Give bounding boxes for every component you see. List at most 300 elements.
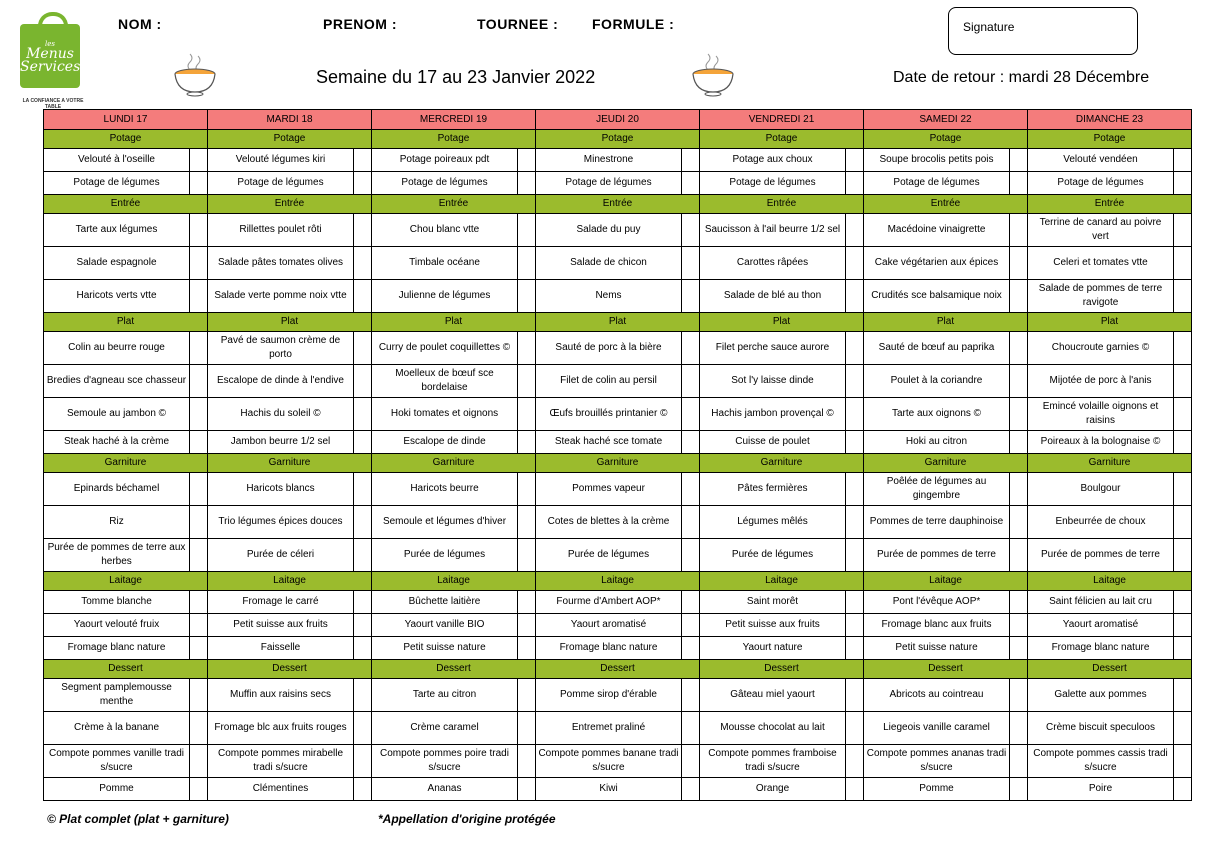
choice-checkbox[interactable] bbox=[1174, 506, 1192, 539]
choice-checkbox[interactable] bbox=[190, 591, 208, 614]
menu-item: Saucisson à l'ail beurre 1/2 sel bbox=[700, 214, 846, 247]
menu-item: Pont l'évêque AOP* bbox=[864, 591, 1010, 614]
menu-item: Pavé de saumon crème de porto bbox=[208, 332, 354, 365]
return-date: Date de retour : mardi 28 Décembre bbox=[893, 69, 1150, 86]
menu-item: Velouté légumes kiri bbox=[208, 149, 354, 172]
choice-checkbox[interactable] bbox=[1010, 745, 1028, 778]
menu-item: Faisselle bbox=[208, 637, 354, 660]
footer-aop: *Appellation d'origine protégée bbox=[378, 812, 556, 826]
choice-checkbox[interactable] bbox=[846, 214, 864, 247]
menu-item: Compote pommes vanille tradi s/sucre bbox=[44, 745, 190, 778]
menu-item: Salade de chicon bbox=[536, 247, 682, 280]
menu-item: Purée de légumes bbox=[536, 539, 682, 572]
choice-checkbox[interactable] bbox=[1174, 679, 1192, 712]
menu-item: Petit suisse nature bbox=[864, 637, 1010, 660]
menu-item: Potage aux choux bbox=[700, 149, 846, 172]
category-header: Garniture bbox=[1028, 454, 1192, 473]
category-header: Potage bbox=[208, 130, 372, 149]
choice-checkbox[interactable] bbox=[354, 214, 372, 247]
choice-checkbox[interactable] bbox=[190, 280, 208, 313]
choice-checkbox[interactable] bbox=[846, 614, 864, 637]
category-header: Dessert bbox=[44, 660, 208, 679]
menu-item: Tarte aux légumes bbox=[44, 214, 190, 247]
day-header: DIMANCHE 23 bbox=[1028, 110, 1192, 130]
choice-checkbox[interactable] bbox=[846, 679, 864, 712]
menu-item: Abricots au cointreau bbox=[864, 679, 1010, 712]
choice-checkbox[interactable] bbox=[682, 591, 700, 614]
choice-checkbox[interactable] bbox=[354, 332, 372, 365]
choice-checkbox[interactable] bbox=[518, 679, 536, 712]
choice-checkbox[interactable] bbox=[190, 332, 208, 365]
prenom-label: PRENOM : bbox=[323, 16, 397, 32]
choice-checkbox[interactable] bbox=[682, 247, 700, 280]
choice-checkbox[interactable] bbox=[1174, 614, 1192, 637]
menu-item: Poulet à la coriandre bbox=[864, 365, 1010, 398]
choice-checkbox[interactable] bbox=[846, 365, 864, 398]
choice-checkbox[interactable] bbox=[354, 712, 372, 745]
soup-bowl-icon bbox=[690, 50, 736, 98]
menu-item: Riz bbox=[44, 506, 190, 539]
choice-checkbox[interactable] bbox=[518, 398, 536, 431]
choice-checkbox[interactable] bbox=[682, 431, 700, 454]
menu-item: Fromage le carré bbox=[208, 591, 354, 614]
choice-checkbox[interactable] bbox=[1174, 172, 1192, 195]
category-header: Laitage bbox=[44, 572, 208, 591]
choice-checkbox[interactable] bbox=[518, 539, 536, 572]
menu-item: Tomme blanche bbox=[44, 591, 190, 614]
menu-item: Clémentines bbox=[208, 778, 354, 801]
menu-row bbox=[44, 745, 1192, 778]
choice-checkbox[interactable] bbox=[846, 712, 864, 745]
category-header: Dessert bbox=[1028, 660, 1192, 679]
menu-item: Soupe brocolis petits pois bbox=[864, 149, 1010, 172]
category-header: Potage bbox=[1028, 130, 1192, 149]
choice-checkbox[interactable] bbox=[1174, 332, 1192, 365]
category-header: Garniture bbox=[372, 454, 536, 473]
category-header: Laitage bbox=[700, 572, 864, 591]
menu-item: Yaourt vanille BIO bbox=[372, 614, 518, 637]
choice-checkbox[interactable] bbox=[682, 473, 700, 506]
menu-row bbox=[44, 778, 1192, 801]
choice-checkbox[interactable] bbox=[190, 172, 208, 195]
menu-item: Orange bbox=[700, 778, 846, 801]
choice-checkbox[interactable] bbox=[1010, 591, 1028, 614]
choice-checkbox[interactable] bbox=[1010, 280, 1028, 313]
choice-checkbox[interactable] bbox=[354, 398, 372, 431]
choice-checkbox[interactable] bbox=[518, 745, 536, 778]
choice-checkbox[interactable] bbox=[846, 431, 864, 454]
choice-checkbox[interactable] bbox=[1010, 431, 1028, 454]
choice-checkbox[interactable] bbox=[1010, 679, 1028, 712]
menu-item: Pâtes fermières bbox=[700, 473, 846, 506]
menu-item: Minestrone bbox=[536, 149, 682, 172]
choice-checkbox[interactable] bbox=[518, 473, 536, 506]
menu-item: Crème caramel bbox=[372, 712, 518, 745]
day-header: MERCREDI 19 bbox=[372, 110, 536, 130]
menu-item: Liegeois vanille caramel bbox=[864, 712, 1010, 745]
choice-checkbox[interactable] bbox=[1174, 280, 1192, 313]
choice-checkbox[interactable] bbox=[1010, 614, 1028, 637]
menu-item: Salade de blé au thon bbox=[700, 280, 846, 313]
choice-checkbox[interactable] bbox=[190, 473, 208, 506]
choice-checkbox[interactable] bbox=[846, 398, 864, 431]
choice-checkbox[interactable] bbox=[682, 679, 700, 712]
menu-item: Salade de pommes de terre ravigote bbox=[1028, 280, 1174, 313]
category-header: Entrée bbox=[1028, 195, 1192, 214]
week-title: Semaine du 17 au 23 Janvier 2022 bbox=[316, 67, 596, 87]
choice-checkbox[interactable] bbox=[1010, 473, 1028, 506]
choice-checkbox[interactable] bbox=[190, 712, 208, 745]
menu-item: Potage de légumes bbox=[44, 172, 190, 195]
menu-row bbox=[44, 679, 1192, 712]
menu-item: Chou blanc vtte bbox=[372, 214, 518, 247]
day-header: VENDREDI 21 bbox=[700, 110, 864, 130]
menu-row bbox=[44, 431, 1192, 454]
menu-item: Crème biscuit speculoos bbox=[1028, 712, 1174, 745]
menu-row bbox=[44, 280, 1192, 313]
menu-row bbox=[44, 247, 1192, 280]
choice-checkbox[interactable] bbox=[190, 247, 208, 280]
day-header: JEUDI 20 bbox=[536, 110, 700, 130]
menus-services-logo bbox=[16, 12, 84, 110]
category-header: Entrée bbox=[372, 195, 536, 214]
category-header: Entrée bbox=[700, 195, 864, 214]
choice-checkbox[interactable] bbox=[354, 247, 372, 280]
menu-item: Trio légumes épices douces bbox=[208, 506, 354, 539]
menu-item: Steak haché sce tomate bbox=[536, 431, 682, 454]
choice-checkbox[interactable] bbox=[846, 539, 864, 572]
category-header: Plat bbox=[208, 313, 372, 332]
logo-tagline: LA CONFIANCE A VOTRE TABLE bbox=[22, 98, 84, 110]
choice-checkbox[interactable] bbox=[1174, 431, 1192, 454]
choice-checkbox[interactable] bbox=[1174, 398, 1192, 431]
menu-row bbox=[44, 398, 1192, 431]
menu-item: Salade pâtes tomates olives bbox=[208, 247, 354, 280]
choice-checkbox[interactable] bbox=[1174, 473, 1192, 506]
choice-checkbox[interactable] bbox=[1010, 172, 1028, 195]
choice-checkbox[interactable] bbox=[846, 506, 864, 539]
menu-item: Compote pommes poire tradi s/sucre bbox=[372, 745, 518, 778]
choice-checkbox[interactable] bbox=[1174, 745, 1192, 778]
choice-checkbox[interactable] bbox=[846, 172, 864, 195]
menu-item: Fromage blc aux fruits rouges bbox=[208, 712, 354, 745]
choice-checkbox[interactable] bbox=[846, 247, 864, 280]
menu-item: Pommes vapeur bbox=[536, 473, 682, 506]
choice-checkbox[interactable] bbox=[190, 637, 208, 660]
category-header: Plat bbox=[1028, 313, 1192, 332]
menu-row bbox=[44, 712, 1192, 745]
choice-checkbox[interactable] bbox=[1174, 539, 1192, 572]
choice-checkbox[interactable] bbox=[1010, 365, 1028, 398]
choice-checkbox[interactable] bbox=[1010, 539, 1028, 572]
menu-item: Poire bbox=[1028, 778, 1174, 801]
menu-item: Macédoine vinaigrette bbox=[864, 214, 1010, 247]
choice-checkbox[interactable] bbox=[190, 149, 208, 172]
signature-box[interactable] bbox=[948, 7, 1138, 55]
menu-item: Filet perche sauce aurore bbox=[700, 332, 846, 365]
choice-checkbox[interactable] bbox=[354, 745, 372, 778]
choice-checkbox[interactable] bbox=[682, 398, 700, 431]
choice-checkbox[interactable] bbox=[518, 247, 536, 280]
category-header: Entrée bbox=[536, 195, 700, 214]
choice-checkbox[interactable] bbox=[190, 214, 208, 247]
choice-checkbox[interactable] bbox=[682, 506, 700, 539]
choice-checkbox[interactable] bbox=[190, 506, 208, 539]
choice-checkbox[interactable] bbox=[354, 614, 372, 637]
menu-item: Sot l'y laisse dinde bbox=[700, 365, 846, 398]
menu-item: Colin au beurre rouge bbox=[44, 332, 190, 365]
menu-item: Potage de légumes bbox=[1028, 172, 1174, 195]
menu-item: Crudités sce balsamique noix bbox=[864, 280, 1010, 313]
menu-row bbox=[44, 214, 1192, 247]
menu-item: Compote pommes cassis tradi s/sucre bbox=[1028, 745, 1174, 778]
choice-checkbox[interactable] bbox=[190, 431, 208, 454]
category-row-plat bbox=[44, 313, 1192, 332]
category-header: Plat bbox=[700, 313, 864, 332]
menu-item: Cotes de blettes à la crème bbox=[536, 506, 682, 539]
choice-checkbox[interactable] bbox=[1010, 149, 1028, 172]
choice-checkbox[interactable] bbox=[354, 365, 372, 398]
menu-item: Compote pommes banane tradi s/sucre bbox=[536, 745, 682, 778]
menu-row bbox=[44, 637, 1192, 660]
choice-checkbox[interactable] bbox=[518, 431, 536, 454]
menu-item: Muffin aux raisins secs bbox=[208, 679, 354, 712]
choice-checkbox[interactable] bbox=[518, 637, 536, 660]
choice-checkbox[interactable] bbox=[682, 614, 700, 637]
category-header: Plat bbox=[536, 313, 700, 332]
menu-item: Segment pamplemousse menthe bbox=[44, 679, 190, 712]
choice-checkbox[interactable] bbox=[518, 712, 536, 745]
choice-checkbox[interactable] bbox=[1010, 214, 1028, 247]
menu-item: Jambon beurre 1/2 sel bbox=[208, 431, 354, 454]
menu-item: Boulgour bbox=[1028, 473, 1174, 506]
menu-item: Galette aux pommes bbox=[1028, 679, 1174, 712]
choice-checkbox[interactable] bbox=[846, 332, 864, 365]
menu-item: Yaourt velouté fruix bbox=[44, 614, 190, 637]
menu-item: Hachis du soleil © bbox=[208, 398, 354, 431]
menu-item: Curry de poulet coquillettes © bbox=[372, 332, 518, 365]
choice-checkbox[interactable] bbox=[1010, 398, 1028, 431]
choice-checkbox[interactable] bbox=[354, 778, 372, 801]
menu-row bbox=[44, 149, 1192, 172]
choice-checkbox[interactable] bbox=[846, 280, 864, 313]
choice-checkbox[interactable] bbox=[518, 214, 536, 247]
menu-item: Hachis jambon provençal © bbox=[700, 398, 846, 431]
menu-item: Velouté vendéen bbox=[1028, 149, 1174, 172]
menu-item: Semoule au jambon © bbox=[44, 398, 190, 431]
choice-checkbox[interactable] bbox=[846, 591, 864, 614]
choice-checkbox[interactable] bbox=[354, 679, 372, 712]
formule-label: FORMULE : bbox=[592, 16, 675, 32]
menu-item: Yaourt nature bbox=[700, 637, 846, 660]
choice-checkbox[interactable] bbox=[190, 679, 208, 712]
menu-row bbox=[44, 539, 1192, 572]
choice-checkbox[interactable] bbox=[1174, 214, 1192, 247]
choice-checkbox[interactable] bbox=[1174, 712, 1192, 745]
menu-item: Potage poireaux pdt bbox=[372, 149, 518, 172]
category-header: Garniture bbox=[44, 454, 208, 473]
category-header: Potage bbox=[700, 130, 864, 149]
menu-row bbox=[44, 506, 1192, 539]
menu-item: Œufs brouillés printanier © bbox=[536, 398, 682, 431]
category-header: Dessert bbox=[536, 660, 700, 679]
menu-item: Poêlée de légumes au gingembre bbox=[864, 473, 1010, 506]
menu-item: Cake végétarien aux épices bbox=[864, 247, 1010, 280]
choice-checkbox[interactable] bbox=[682, 149, 700, 172]
category-header: Entrée bbox=[44, 195, 208, 214]
menu-item: Timbale océane bbox=[372, 247, 518, 280]
menu-item: Hoki au citron bbox=[864, 431, 1010, 454]
choice-checkbox[interactable] bbox=[1174, 365, 1192, 398]
menu-item: Gâteau miel yaourt bbox=[700, 679, 846, 712]
menu-item: Haricots beurre bbox=[372, 473, 518, 506]
choice-checkbox[interactable] bbox=[1010, 778, 1028, 801]
category-row-potage bbox=[44, 130, 1192, 149]
menu-item: Bredies d'agneau sce chasseur bbox=[44, 365, 190, 398]
category-header: Dessert bbox=[700, 660, 864, 679]
category-header: Laitage bbox=[536, 572, 700, 591]
choice-checkbox[interactable] bbox=[354, 637, 372, 660]
menu-item: Purée de pommes de terre bbox=[1028, 539, 1174, 572]
menu-item: Purée de pommes de terre aux herbes bbox=[44, 539, 190, 572]
choice-checkbox[interactable] bbox=[846, 149, 864, 172]
choice-checkbox[interactable] bbox=[1010, 332, 1028, 365]
menu-item: Compote pommes framboise tradi s/sucre bbox=[700, 745, 846, 778]
choice-checkbox[interactable] bbox=[682, 365, 700, 398]
menu-item: Sauté de bœuf au paprika bbox=[864, 332, 1010, 365]
choice-checkbox[interactable] bbox=[1010, 506, 1028, 539]
category-header: Dessert bbox=[372, 660, 536, 679]
choice-checkbox[interactable] bbox=[846, 637, 864, 660]
menu-item: Kiwi bbox=[536, 778, 682, 801]
menu-item: Saint félicien au lait cru bbox=[1028, 591, 1174, 614]
choice-checkbox[interactable] bbox=[190, 745, 208, 778]
tournee-label: TOURNEE : bbox=[477, 16, 559, 32]
menu-item: Celeri et tomates vtte bbox=[1028, 247, 1174, 280]
choice-checkbox[interactable] bbox=[1010, 637, 1028, 660]
category-header: Plat bbox=[44, 313, 208, 332]
category-header: Entrée bbox=[864, 195, 1028, 214]
choice-checkbox[interactable] bbox=[1174, 778, 1192, 801]
choice-checkbox[interactable] bbox=[682, 332, 700, 365]
choice-checkbox[interactable] bbox=[354, 539, 372, 572]
choice-checkbox[interactable] bbox=[518, 149, 536, 172]
category-header: Laitage bbox=[1028, 572, 1192, 591]
menu-item: Compote pommes mirabelle tradi s/sucre bbox=[208, 745, 354, 778]
menu-item: Carottes râpées bbox=[700, 247, 846, 280]
menu-item: Fromage blanc nature bbox=[1028, 637, 1174, 660]
menu-item: Salade espagnole bbox=[44, 247, 190, 280]
category-header: Entrée bbox=[208, 195, 372, 214]
category-header: Dessert bbox=[208, 660, 372, 679]
day-header-row bbox=[44, 110, 1192, 130]
choice-checkbox[interactable] bbox=[682, 778, 700, 801]
menu-item: Pomme sirop d'érable bbox=[536, 679, 682, 712]
choice-checkbox[interactable] bbox=[354, 280, 372, 313]
menu-item: Entremet praliné bbox=[536, 712, 682, 745]
category-header: Potage bbox=[864, 130, 1028, 149]
choice-checkbox[interactable] bbox=[518, 614, 536, 637]
signature-label: Signature bbox=[963, 20, 1015, 34]
choice-checkbox[interactable] bbox=[1174, 149, 1192, 172]
choice-checkbox[interactable] bbox=[682, 539, 700, 572]
menu-item: Bûchette laitière bbox=[372, 591, 518, 614]
choice-checkbox[interactable] bbox=[846, 473, 864, 506]
menu-item: Nems bbox=[536, 280, 682, 313]
category-header: Dessert bbox=[864, 660, 1028, 679]
choice-checkbox[interactable] bbox=[354, 506, 372, 539]
menu-item: Emincé volaille oignons et raisins bbox=[1028, 398, 1174, 431]
choice-checkbox[interactable] bbox=[190, 778, 208, 801]
choice-checkbox[interactable] bbox=[354, 473, 372, 506]
choice-checkbox[interactable] bbox=[190, 539, 208, 572]
choice-checkbox[interactable] bbox=[1010, 712, 1028, 745]
category-header: Potage bbox=[44, 130, 208, 149]
choice-checkbox[interactable] bbox=[518, 365, 536, 398]
category-row-entrée bbox=[44, 195, 1192, 214]
choice-checkbox[interactable] bbox=[190, 365, 208, 398]
menu-item: Rillettes poulet rôti bbox=[208, 214, 354, 247]
choice-checkbox[interactable] bbox=[682, 280, 700, 313]
choice-checkbox[interactable] bbox=[682, 172, 700, 195]
choice-checkbox[interactable] bbox=[190, 398, 208, 431]
menu-row bbox=[44, 614, 1192, 637]
menu-item: Velouté à l'oseille bbox=[44, 149, 190, 172]
menu-item: Salade du puy bbox=[536, 214, 682, 247]
choice-checkbox[interactable] bbox=[1174, 637, 1192, 660]
choice-checkbox[interactable] bbox=[518, 280, 536, 313]
category-row-laitage bbox=[44, 572, 1192, 591]
choice-checkbox[interactable] bbox=[354, 149, 372, 172]
choice-checkbox[interactable] bbox=[518, 172, 536, 195]
choice-checkbox[interactable] bbox=[518, 506, 536, 539]
menu-item: Yaourt aromatisé bbox=[1028, 614, 1174, 637]
menu-item: Cuisse de poulet bbox=[700, 431, 846, 454]
menu-item: Purée de légumes bbox=[700, 539, 846, 572]
choice-checkbox[interactable] bbox=[846, 745, 864, 778]
choice-checkbox[interactable] bbox=[518, 591, 536, 614]
choice-checkbox[interactable] bbox=[1174, 247, 1192, 280]
choice-checkbox[interactable] bbox=[518, 778, 536, 801]
choice-checkbox[interactable] bbox=[518, 332, 536, 365]
choice-checkbox[interactable] bbox=[846, 778, 864, 801]
category-row-garniture bbox=[44, 454, 1192, 473]
category-row-dessert bbox=[44, 660, 1192, 679]
category-header: Garniture bbox=[864, 454, 1028, 473]
day-header: MARDI 18 bbox=[208, 110, 372, 130]
choice-checkbox[interactable] bbox=[190, 614, 208, 637]
choice-checkbox[interactable] bbox=[354, 431, 372, 454]
choice-checkbox[interactable] bbox=[354, 172, 372, 195]
category-header: Laitage bbox=[372, 572, 536, 591]
menu-item: Fromage blanc aux fruits bbox=[864, 614, 1010, 637]
menu-item: Fromage blanc nature bbox=[44, 637, 190, 660]
menu-item: Yaourt aromatisé bbox=[536, 614, 682, 637]
menu-row bbox=[44, 332, 1192, 365]
choice-checkbox[interactable] bbox=[682, 712, 700, 745]
category-header: Laitage bbox=[208, 572, 372, 591]
menu-item: Purée de pommes de terre bbox=[864, 539, 1010, 572]
menu-item: Petit suisse aux fruits bbox=[208, 614, 354, 637]
choice-checkbox[interactable] bbox=[354, 591, 372, 614]
choice-checkbox[interactable] bbox=[682, 214, 700, 247]
choice-checkbox[interactable] bbox=[1010, 247, 1028, 280]
choice-checkbox[interactable] bbox=[682, 745, 700, 778]
choice-checkbox[interactable] bbox=[682, 637, 700, 660]
category-header: Plat bbox=[864, 313, 1028, 332]
choice-checkbox[interactable] bbox=[1174, 591, 1192, 614]
category-header: Laitage bbox=[864, 572, 1028, 591]
